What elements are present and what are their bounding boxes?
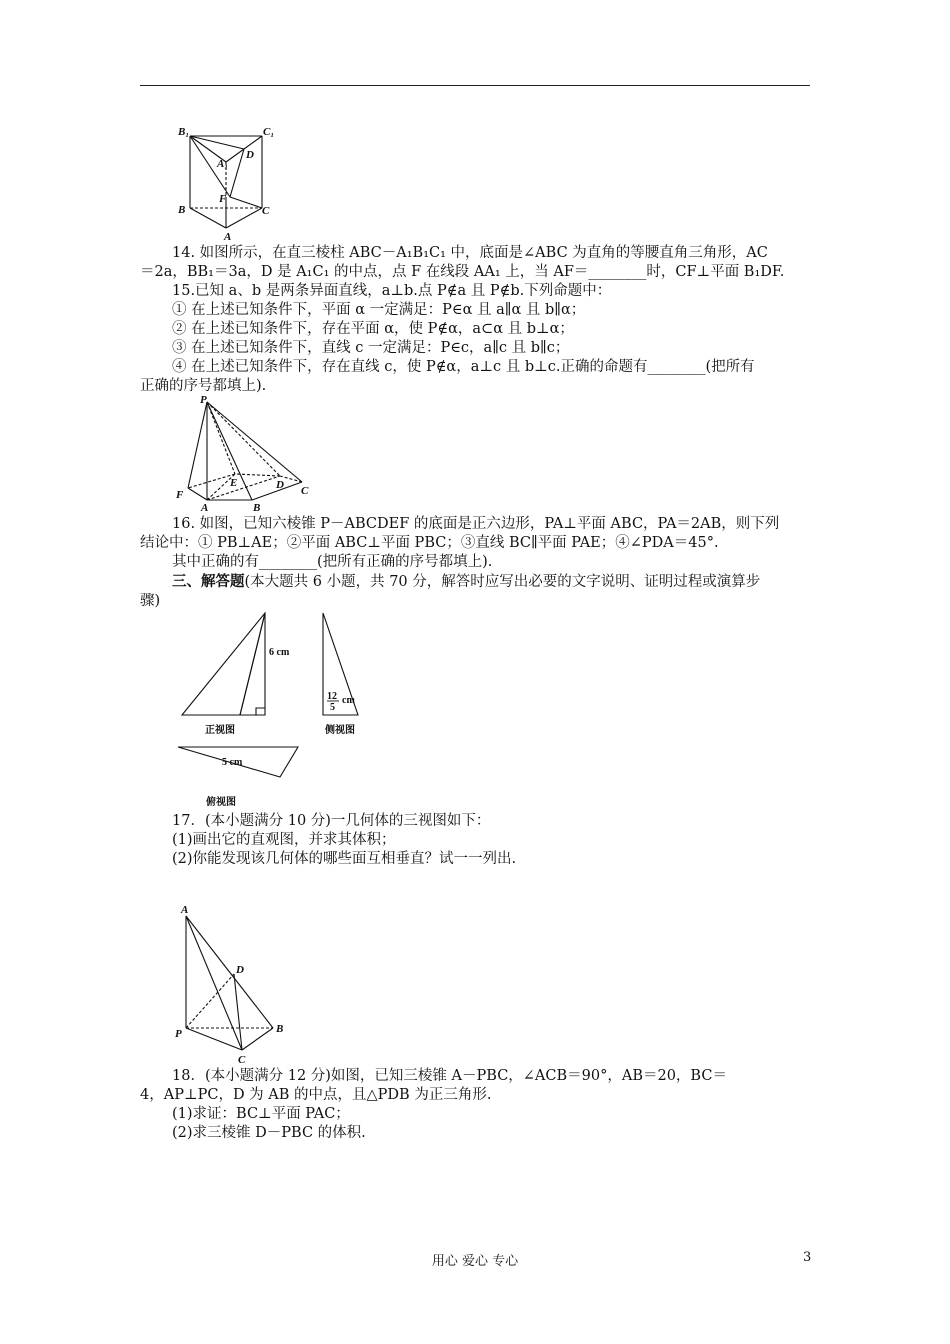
q15-tail: 正确的序号都填上). (140, 378, 267, 394)
label-c: C (301, 485, 309, 497)
q17-line-1: 17．(本小题满分 10 分)一几何体的三视图如下： (172, 813, 491, 829)
header-rule (140, 85, 810, 86)
label-a: A (201, 502, 209, 514)
q18-line-3: (1)求证：BC⊥平面 PAC； (172, 1106, 350, 1122)
section-3-text: (本大题共 6 小题，共 70 分，解答时应写出必要的文字说明、证明过程或演算步 (244, 574, 761, 590)
q16-line-2: 结论中：① PB⊥AE；②平面 ABC⊥平面 PBC；③直线 BC∥平面 PAE；④∠PDA＝45°. (140, 535, 719, 551)
hexagonal-pyramid-figure (170, 392, 320, 514)
label-p: P (175, 1028, 182, 1040)
prism-figure (170, 122, 280, 242)
q18-line-2: 4，AP⊥PC，D 为 AB 的中点，且△PDB 为正三角形. (140, 1087, 492, 1103)
q15-item-2: ② 在上述已知条件下，存在平面 α，使 P∉α，a⊂α 且 b⊥α； (172, 321, 574, 337)
label-c: C (262, 205, 270, 217)
side-dim-top: 12 (327, 691, 337, 702)
label-p: P (200, 394, 207, 406)
label-c1: C₁ (263, 126, 275, 138)
section-3-line-2: 骤) (140, 593, 161, 609)
front-view-caption: 正视图 (205, 725, 235, 736)
label-b1: B₁ (178, 126, 190, 138)
q16-line-3: 其中正确的有________(把所有正确的序号都填上). (172, 554, 493, 570)
q15-item-1: ① 在上述已知条件下，平面 α 一定满足：P∈α 且 a∥α 且 b∥α； (172, 302, 586, 318)
label-b: B (276, 1023, 284, 1035)
q16-line-1: 16. 如图，已知六棱锥 P－ABCDEF 的底面是正六边形，PA⊥平面 ABC，PA＝2AB，则下列 (172, 516, 780, 532)
label-b: B (253, 502, 261, 514)
label-a: A (181, 904, 189, 916)
q15-item-4: ④ 在上述已知条件下，存在直线 c，使 P∉α，a⊥c 且 b⊥c.正确的命题有________(把所有 (172, 359, 755, 375)
label-f: F (219, 193, 227, 205)
page-number: 3 (803, 1250, 812, 1265)
footer-text: 用心 爱心 专心 (431, 1254, 519, 1269)
q18-line-1: 18．(本小题满分 12 分)如图，已知三棱锥 A－PBC，∠ACB＝90°，AB＝20，BC＝ (172, 1068, 727, 1084)
side-dim-bottom: 5 (330, 702, 335, 713)
q15-item-3: ③ 在上述已知条件下，直线 c 一定满足：P∈c，a∥c 且 b∥c； (172, 340, 570, 356)
q14-line-1: 14. 如图所示，在直三棱柱 ABC－A₁B₁C₁ 中，底面是∠ABC 为直角的等腰直角三角形，AC (172, 245, 768, 261)
section-3-heading: 三、解答题 (172, 573, 245, 590)
triangular-pyramid-figure (170, 900, 300, 1068)
question-17 (140, 812, 812, 869)
section-3-line-1 (140, 572, 812, 592)
question-18 (140, 1067, 812, 1143)
label-d: D (246, 149, 254, 161)
label-a: A (224, 231, 232, 243)
q14-line-2: ＝2a，BB₁＝3a，D 是 A₁C₁ 的中点，点 F 在线段 AA₁ 上，当 AF＝________时，CF⊥平面 B₁DF. (140, 264, 785, 280)
label-d: D (236, 964, 244, 976)
front-height-label: 6 cm (269, 647, 290, 658)
q18-line-4: (2)求三棱锥 D－PBC 的体积. (172, 1125, 366, 1141)
label-c: C (238, 1054, 246, 1066)
three-views-figure (170, 605, 390, 810)
q15-intro: 15.已知 a、b 是两条异面直线，a⊥b.点 P∉a 且 P∉b.下列命题中： (172, 283, 612, 299)
label-e: E (230, 477, 238, 489)
q17-line-2: (1)画出它的直观图，并求其体积； (172, 832, 396, 848)
top-view-caption: 俯视图 (206, 797, 236, 808)
label-f: F (176, 489, 184, 501)
label-a1: A₁ (217, 158, 229, 170)
top-dim-label: 5 cm (222, 757, 243, 768)
question-14 (140, 244, 812, 282)
side-dim-unit: cm (342, 695, 355, 706)
side-view-caption: 侧视图 (325, 725, 355, 736)
question-16 (140, 515, 812, 572)
label-d: D (276, 479, 284, 491)
label-b: B (178, 204, 186, 216)
question-15 (140, 282, 812, 396)
q17-line-3: (2)你能发现该几何体的哪些面互相垂直？试一一列出. (172, 851, 517, 867)
